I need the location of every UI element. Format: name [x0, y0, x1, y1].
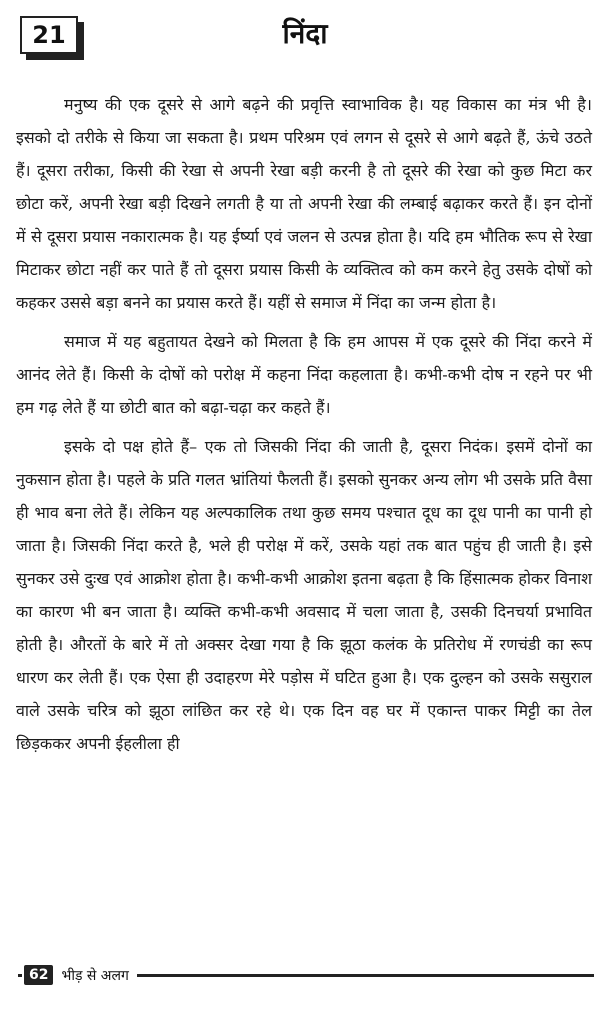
book-title: भीड़ से अलग — [61, 967, 129, 984]
paragraph-2: समाज में यह बहुतायत देखने को मिलता है कि हम आपस में एक दूसरे की निंदा करने में आनंद लेते हैं। किसी के दोषों को परोक्ष में कहना निंदा कहलाता है। कभी-कभी दोष न रहने पर भी हम गढ़ लेते हैं या छोटी बात को बढ़ा-चढ़ा कर कहते हैं। — [16, 332, 592, 417]
paragraph-3: इसके दो पक्ष होते हैं– एक तो जिसकी निंदा की जाती है, दूसरा निदंक। इसमें दोनों का नुकसान होता है। पहले के प्रति गलत भ्रांतियां फैलती हैं। इसको सुनकर अन्य लोग भी उसके प्रति वैसा ही भाव बना लेते हैं। लेकिन यह अल्पकालिक तथा कुछ समय पश्चात दूध का दूध पानी का पानी हो जाता है। जिसकी निंदा करते है, भले ही परोक्ष में करें, उसके यहां तक बात पहुंच ही जाती है। इसे सुनकर उसे दुःख एवं आक्रोश होता है। कभी-कभी आक्रोश इतना बढ़ता है कि हिंसात्मक होकर विनाश का कारण भी बन जाता है। व्यक्ति कभी-कभी अवसाद में चला जाता है, उसकी दिनचर्या प्रभावित होती है। औरतों के बारे में तो अक्सर देखा गया है कि झूठा कलंक के प्रतिरोध में रणचंडी का रूप धारण कर लेती हैं। एक ऐसा ही उदाहरण मेरे पड़ोस में घटित हुआ है। एक दुल्हन को उसके ससुराल वाले उसके चरित्र को झूठा लांछित कर रहे थे। एक दिन वह घर में एकान्त पाकर मिट्टी का तेल छिड़ककर अपनी ईहलीला ही — [16, 437, 592, 753]
footer-rule — [137, 974, 594, 977]
paragraph-1: मनुष्य की एक दूसरे से आगे बढ़ने की प्रवृत्ति स्वाभाविक है। यह विकास का मंत्र भी है। इसको दो तरीके से किया जा सकता है। प्रथम परिश्रम एवं लगन से दूसरे से आगे बढ़ते हैं, ऊंचे उठते हैं। दूसरा तरीका, किसी की रेखा से अपनी रेखा बड़ी करनी है तो दूसरे की रेखा को कुछ मिटा कर छोटा करें, अपनी रेखा बड़ी दिखने लगती है या तो अपनी रेखा की लम्बाई बढ़ाकर करते हैं। इन दोनों में से दूसरा प्रयास नकारात्मक है। यह ईर्ष्या एवं जलन से उत्पन्न होता है। यदि हम भौतिक रूप से रेखा मिटाकर छोटा नहीं कर पाते हैं तो दूसरा प्रयास किसी के व्यक्तित्व को कम करने हेतु उसके दोषों को कहकर उससे बड़ा बनने का प्रयास करते हैं। यहीं से समाज में निंदा का जन्म होता है। — [16, 95, 592, 312]
page-number: 62 — [24, 965, 53, 985]
chapter-number: 21 — [32, 21, 66, 49]
page-footer — [18, 962, 594, 988]
footer-rule-left — [18, 974, 22, 977]
chapter-title: निंदा — [282, 17, 328, 50]
chapter-body — [16, 88, 592, 766]
